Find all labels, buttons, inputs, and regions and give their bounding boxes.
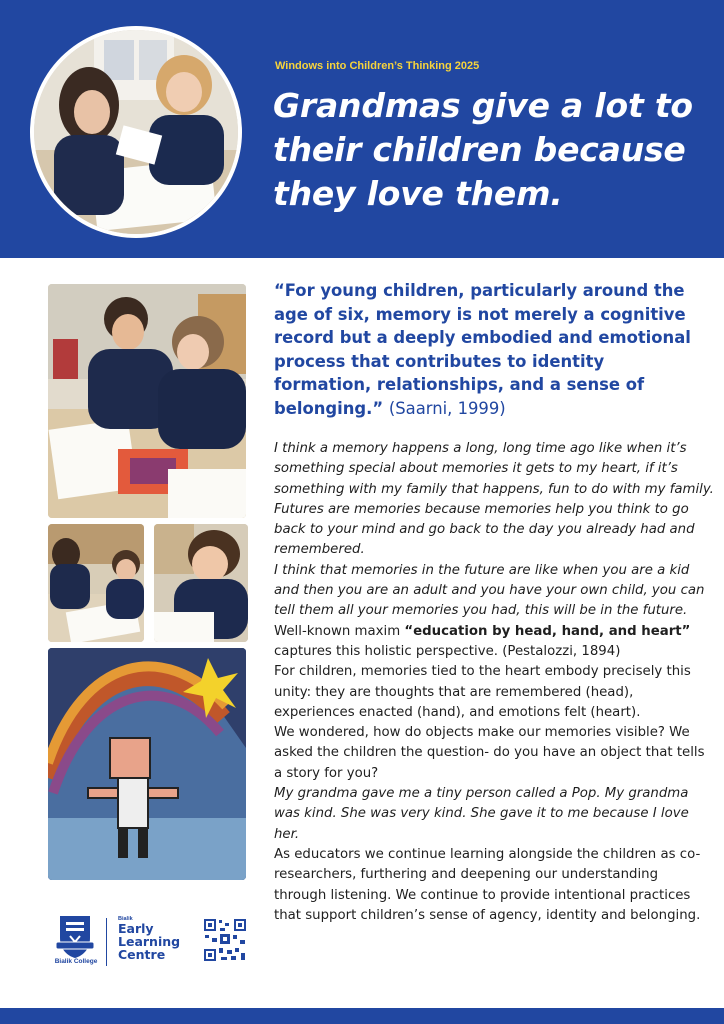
series-kicker: Windows into Children’s Thinking 2025	[275, 60, 480, 72]
qr-code-icon[interactable]	[203, 918, 247, 962]
elc-line-1: Early	[118, 921, 154, 936]
heart-paragraph: For children, memories tied to the heart embody precisely this unity: they are thoughts that are remembered (head), experiences enacted (hand), and emotions felt (heart).	[274, 664, 691, 720]
logo-divider	[106, 918, 107, 966]
elc-line-3: Centre	[118, 947, 166, 962]
maxim-prefix: Well-known maxim	[274, 623, 405, 639]
child-artwork-photo	[48, 648, 246, 880]
body-text	[274, 439, 714, 926]
child-quote-3: I think that memories in the future are like when you are a kid and then you are an adult and you have your own child, you can tell them all your memories you had, this will be in the future.	[274, 562, 705, 619]
maxim-paragraph	[274, 622, 714, 663]
maxim-text: “education by head, hand, and heart”	[404, 623, 691, 639]
research-quote	[274, 279, 704, 420]
boy-writing-photo	[154, 524, 248, 642]
page-title: Grandmas give a lot to their children because they love them.	[273, 86, 693, 213]
child-quote-4: My grandma gave me a tiny person called a Pop. My grandma was kind. She was very kind. She gave it to me because I love her.	[274, 786, 689, 842]
header-banner	[0, 0, 724, 258]
quote-text: “For young children, particularly around the age of six, memory is not merely a cognitive record but a deeply embodied and emotional process that contributes to identity formation, relationships, and a sense of belonging.”	[274, 281, 691, 418]
two-children-drawing-photo	[48, 284, 246, 518]
children-at-table-photo	[48, 524, 144, 642]
maxim-suffix: captures this holistic perspective. (Pestalozzi, 1894)	[274, 643, 621, 659]
elc-logo-text	[118, 922, 180, 961]
educators-paragraph: As educators we continue learning alongside the children as co-researchers, furthering and deepening our understanding through listening. We continue to provide intentional practices that support children’s sense of agency, identity and belonging.	[274, 846, 701, 923]
elc-line-2: Learning	[118, 934, 181, 949]
question-paragraph: We wondered, how do objects make our memories visible? We asked the children the question- do you have an object that tells a story for you?	[274, 725, 705, 781]
quote-citation: (Saarni, 1999)	[388, 398, 506, 418]
children-writing-photo	[30, 26, 242, 238]
child-quote-2: Futures are memories because memories help you think to go back to your mind and go back to the day you already had and remembered.	[274, 501, 695, 558]
footer-logos	[48, 912, 253, 972]
elc-bialik-label: Bialik	[118, 916, 133, 922]
footer-bar	[0, 1008, 724, 1024]
child-quote-1: I think a memory happens a long, long time ago like when it’s something special about memories it gets to my heart, if it’s something with my family that happens, fun to do with my family.	[274, 441, 714, 497]
college-name: Bialik College	[54, 958, 98, 965]
